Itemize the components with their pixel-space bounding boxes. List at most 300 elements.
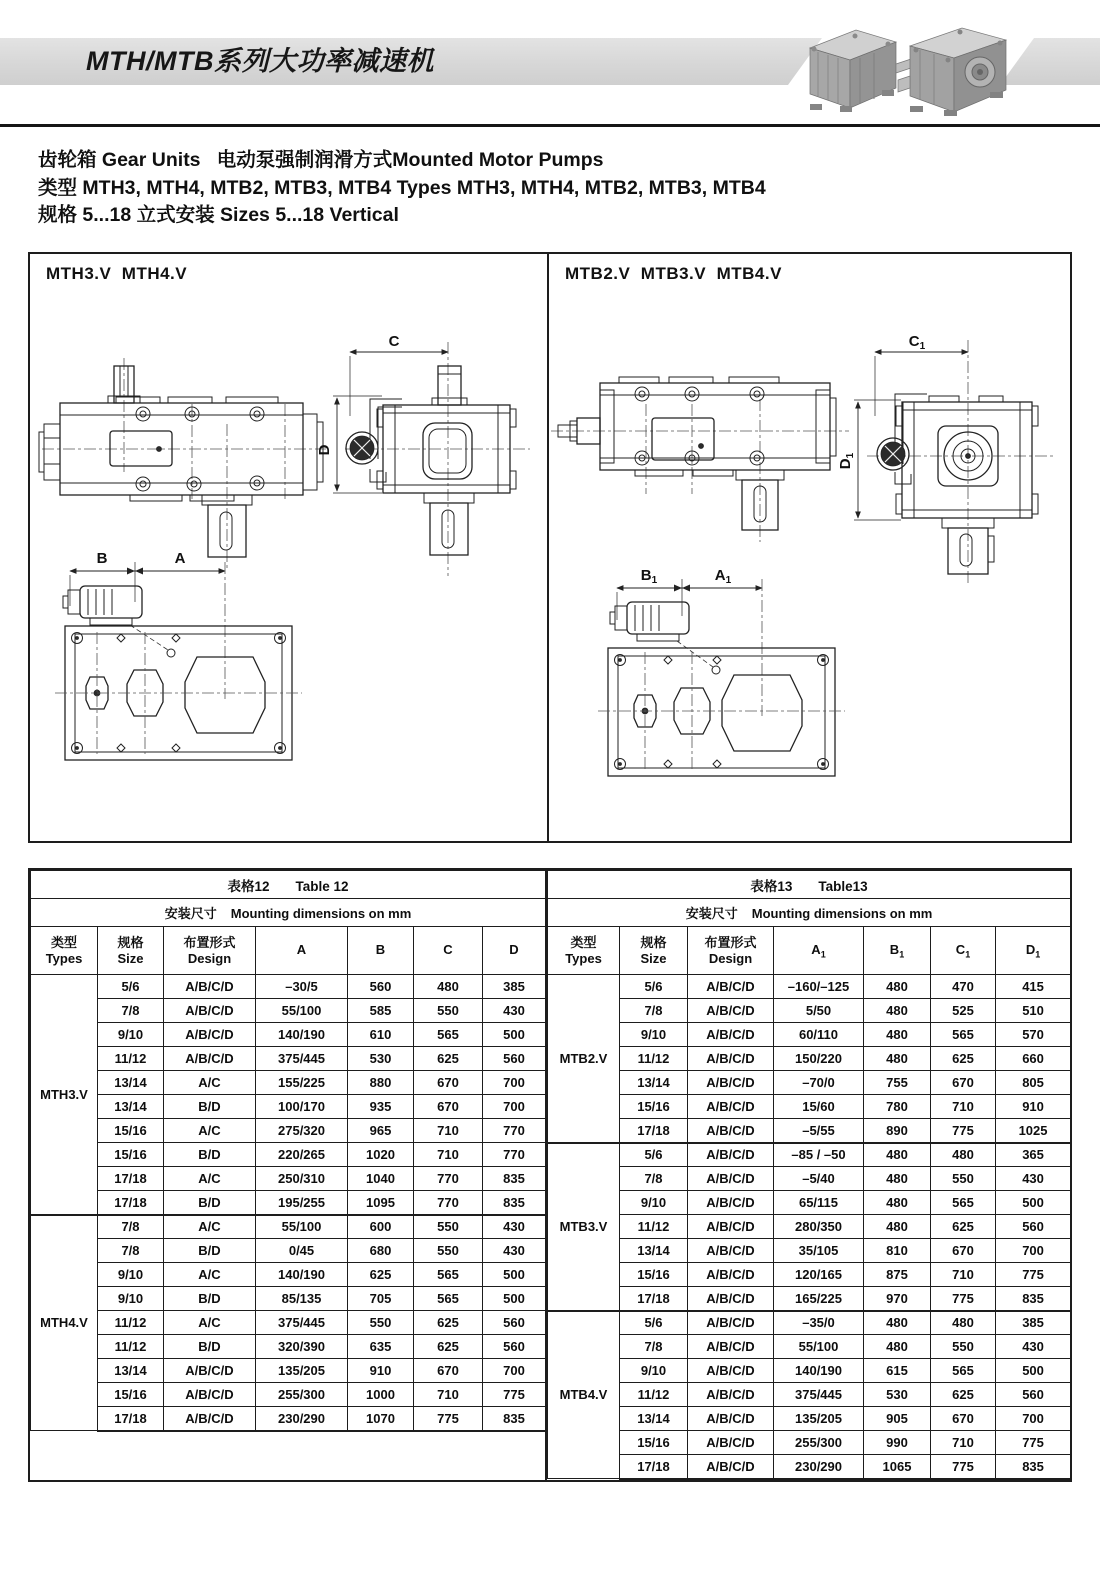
intro-line-types: 类型 MTH3, MTH4, MTB2, MTB3, MTB4 Types MTH3, MTH4, MTB2, MTB3, MTB4 — [38, 176, 766, 199]
value-cell: 625 — [414, 1311, 483, 1335]
value-cell: 11/12 — [620, 1383, 688, 1407]
column-header — [414, 927, 483, 975]
table-row — [548, 1119, 1071, 1143]
value-cell: 780 — [864, 1095, 931, 1119]
value-cell: A/C — [164, 1071, 256, 1095]
column-header — [256, 927, 348, 975]
value-cell: 660 — [996, 1047, 1071, 1071]
value-cell: 965 — [348, 1119, 414, 1143]
value-cell: 700 — [996, 1407, 1071, 1431]
value-cell: 15/16 — [98, 1383, 164, 1407]
value-cell: 550 — [414, 1215, 483, 1239]
column-header-label: D — [1025, 941, 1036, 957]
value-cell: 710 — [931, 1263, 996, 1287]
drawing-label-mtb: MTB2.V MTB3.V MTB4.V — [565, 264, 782, 283]
value-cell: 85/135 — [256, 1287, 348, 1311]
value-cell: A/C — [164, 1215, 256, 1239]
value-cell: –35/0 — [774, 1311, 864, 1335]
value-cell: 60/110 — [774, 1023, 864, 1047]
value-cell: 430 — [996, 1167, 1071, 1191]
value-cell: 7/8 — [620, 1167, 688, 1191]
value-cell: 9/10 — [620, 1359, 688, 1383]
header-divider-rule — [0, 124, 1100, 127]
value-cell: B/D — [164, 1335, 256, 1359]
value-cell: 500 — [483, 1263, 546, 1287]
value-cell: 700 — [483, 1071, 546, 1095]
value-cell: 480 — [864, 1191, 931, 1215]
dim-label-d: D — [316, 444, 333, 456]
table-row — [31, 1167, 546, 1191]
table-row — [31, 1191, 546, 1215]
column-header — [864, 927, 931, 975]
column-header-en: Types — [45, 950, 83, 966]
table-row — [548, 975, 1071, 999]
value-cell: 0/45 — [256, 1239, 348, 1263]
column-header-sub: 1 — [899, 949, 905, 960]
value-cell: 550 — [348, 1311, 414, 1335]
column-header-zh: 类型 — [50, 934, 77, 950]
type-cell: MTB3.V — [548, 1143, 620, 1311]
mth-technical-drawing — [30, 254, 547, 839]
dim-label-b: B — [96, 550, 108, 567]
value-cell: –5/55 — [774, 1119, 864, 1143]
table-13-panel — [545, 870, 1071, 1480]
value-cell: 15/60 — [774, 1095, 864, 1119]
value-cell: 775 — [996, 1431, 1071, 1455]
value-cell: 835 — [483, 1407, 546, 1431]
dim-label-c: C — [388, 333, 400, 350]
value-cell: 1065 — [864, 1455, 931, 1479]
drawing-label-mth: MTH3.V MTH4.V — [46, 264, 188, 283]
value-cell: 585 — [348, 999, 414, 1023]
value-cell: A/B/C/D — [688, 1167, 774, 1191]
table-subtitle — [31, 899, 546, 927]
value-cell: 9/10 — [620, 1023, 688, 1047]
value-cell: 1025 — [996, 1119, 1071, 1143]
value-cell: 775 — [931, 1119, 996, 1143]
value-cell: 5/6 — [98, 975, 164, 999]
value-cell: 1095 — [348, 1191, 414, 1215]
value-cell: A/C — [164, 1119, 256, 1143]
value-cell: 1000 — [348, 1383, 414, 1407]
mtb-motor-pump-top — [610, 602, 720, 674]
value-cell: 7/8 — [98, 1215, 164, 1239]
column-header-label: C — [955, 941, 966, 957]
value-cell: 9/10 — [620, 1191, 688, 1215]
value-cell: 560 — [996, 1383, 1071, 1407]
value-cell: A/B/C/D — [688, 1431, 774, 1455]
value-cell: 7/8 — [98, 999, 164, 1023]
dim-label-c1: $C_1$ — [908, 333, 926, 352]
value-cell: 11/12 — [620, 1215, 688, 1239]
column-header-zh: 类型 — [570, 934, 597, 950]
mth-top-view — [55, 550, 302, 760]
table-row — [548, 1383, 1071, 1407]
value-cell: 710 — [931, 1431, 996, 1455]
value-cell: A/B/C/D — [164, 1407, 256, 1431]
value-cell: 770 — [414, 1191, 483, 1215]
value-cell: A/B/C/D — [688, 1071, 774, 1095]
value-cell: 565 — [414, 1263, 483, 1287]
table-row — [548, 1407, 1071, 1431]
value-cell: 670 — [931, 1239, 996, 1263]
value-cell: 805 — [996, 1071, 1071, 1095]
value-cell: 15/16 — [98, 1143, 164, 1167]
value-cell: A/B/C/D — [164, 1383, 256, 1407]
value-cell: 385 — [996, 1311, 1071, 1335]
value-cell: 15/16 — [98, 1119, 164, 1143]
column-header — [688, 927, 774, 975]
value-cell: 680 — [348, 1239, 414, 1263]
table-row — [31, 1143, 546, 1167]
table-row — [31, 1215, 546, 1239]
table-row — [31, 1239, 546, 1263]
table-row — [548, 1311, 1071, 1335]
value-cell: 17/18 — [98, 1167, 164, 1191]
value-cell: A/B/C/D — [688, 1287, 774, 1311]
value-cell: A/B/C/D — [688, 1407, 774, 1431]
value-cell: 670 — [414, 1071, 483, 1095]
value-cell: A/B/C/D — [164, 1359, 256, 1383]
value-cell: 770 — [414, 1167, 483, 1191]
value-cell: A/B/C/D — [164, 1023, 256, 1047]
value-cell: 710 — [414, 1119, 483, 1143]
value-cell: 550 — [414, 1239, 483, 1263]
value-cell: 150/220 — [774, 1047, 864, 1071]
table-row — [548, 1263, 1071, 1287]
drawing-panel-mtb — [547, 254, 1070, 841]
type-cell: MTH4.V — [31, 1215, 98, 1431]
table-row — [548, 1287, 1071, 1311]
value-cell: A/C — [164, 1311, 256, 1335]
table-title-zh: 表格13 — [750, 878, 793, 894]
value-cell: A/B/C/D — [164, 999, 256, 1023]
value-cell: 13/14 — [620, 1239, 688, 1263]
table-row — [31, 1383, 546, 1407]
value-cell: 480 — [931, 1311, 996, 1335]
value-cell: 17/18 — [620, 1455, 688, 1479]
column-header-label: A — [811, 941, 821, 957]
value-cell: 255/300 — [256, 1383, 348, 1407]
value-cell: 625 — [414, 1047, 483, 1071]
mounting-dimension-tables — [28, 868, 1072, 1482]
value-cell: 140/190 — [256, 1263, 348, 1287]
value-cell: 990 — [864, 1431, 931, 1455]
column-header-sub: 1 — [1035, 949, 1041, 960]
value-cell: 13/14 — [620, 1071, 688, 1095]
value-cell: 565 — [414, 1023, 483, 1047]
value-cell: 500 — [996, 1359, 1071, 1383]
value-cell: A/B/C/D — [688, 1383, 774, 1407]
type-cell: MTB2.V — [548, 975, 620, 1143]
value-cell: 560 — [483, 1047, 546, 1071]
value-cell: A/B/C/D — [688, 1047, 774, 1071]
value-cell: 13/14 — [98, 1071, 164, 1095]
table-row — [548, 1431, 1071, 1455]
value-cell: 430 — [483, 999, 546, 1023]
value-cell: 470 — [931, 975, 996, 999]
value-cell: A/B/C/D — [688, 1143, 774, 1167]
column-header-label: D — [509, 941, 519, 957]
value-cell: 120/165 — [774, 1263, 864, 1287]
value-cell: 910 — [996, 1095, 1071, 1119]
value-cell: 610 — [348, 1023, 414, 1047]
value-cell: A/B/C/D — [688, 1311, 774, 1335]
value-cell: 1040 — [348, 1167, 414, 1191]
value-cell: 770 — [483, 1119, 546, 1143]
value-cell: 13/14 — [98, 1095, 164, 1119]
value-cell: B/D — [164, 1191, 256, 1215]
value-cell: 17/18 — [98, 1191, 164, 1215]
value-cell: B/D — [164, 1287, 256, 1311]
value-cell: A/B/C/D — [688, 1455, 774, 1479]
value-cell: 890 — [864, 1119, 931, 1143]
table-row — [31, 975, 546, 999]
value-cell: 250/310 — [256, 1167, 348, 1191]
value-cell: 480 — [864, 1047, 931, 1071]
value-cell: A/B/C/D — [688, 1095, 774, 1119]
value-cell: 55/100 — [256, 999, 348, 1023]
dim-label-a1: $A_1$ — [714, 567, 732, 586]
value-cell: 480 — [864, 1023, 931, 1047]
type-cell: MTB4.V — [548, 1311, 620, 1479]
value-cell: 625 — [931, 1383, 996, 1407]
value-cell: 5/50 — [774, 999, 864, 1023]
table-title-en: Table13 — [818, 878, 868, 894]
value-cell: A/B/C/D — [688, 975, 774, 999]
table-row — [548, 1335, 1071, 1359]
value-cell: 525 — [931, 999, 996, 1023]
table-title — [548, 871, 1071, 899]
value-cell: 140/190 — [774, 1359, 864, 1383]
value-cell: 480 — [864, 999, 931, 1023]
column-header-en: Design — [187, 950, 232, 966]
table-row — [548, 1071, 1071, 1095]
value-cell: 880 — [348, 1071, 414, 1095]
value-cell: 165/225 — [774, 1287, 864, 1311]
table-row — [31, 1095, 546, 1119]
value-cell: 500 — [996, 1191, 1071, 1215]
table-row — [31, 1071, 546, 1095]
column-header — [164, 927, 256, 975]
value-cell: 135/205 — [774, 1407, 864, 1431]
value-cell: 875 — [864, 1263, 931, 1287]
value-cell: 480 — [864, 1335, 931, 1359]
value-cell: 480 — [864, 1167, 931, 1191]
value-cell: A/B/C/D — [164, 1047, 256, 1071]
intro-text — [38, 147, 766, 230]
dim-label-a: A — [174, 550, 186, 567]
table-subtitle-zh: 安装尺寸 — [685, 906, 738, 921]
value-cell: 11/12 — [98, 1335, 164, 1359]
intro-line-gear-units: 齿轮箱 Gear Units 电动泵强制润滑方式Mounted Motor Pumps — [38, 149, 604, 171]
column-header-zh: 布置形式 — [704, 934, 757, 950]
value-cell: 775 — [996, 1263, 1071, 1287]
value-cell: 565 — [931, 1191, 996, 1215]
value-cell: 480 — [931, 1143, 996, 1167]
value-cell: B/D — [164, 1143, 256, 1167]
value-cell: 55/100 — [256, 1215, 348, 1239]
value-cell: 560 — [483, 1335, 546, 1359]
dim-label-d1: $D_1$ — [837, 452, 856, 470]
mth-side-view — [39, 358, 326, 568]
table-row — [548, 1239, 1071, 1263]
value-cell: 710 — [931, 1095, 996, 1119]
gear-unit-photo-mth — [810, 30, 911, 112]
value-cell: 835 — [483, 1191, 546, 1215]
value-cell: 625 — [348, 1263, 414, 1287]
value-cell: 430 — [483, 1215, 546, 1239]
value-cell: 670 — [414, 1095, 483, 1119]
value-cell: A/B/C/D — [688, 1023, 774, 1047]
value-cell: 1070 — [348, 1407, 414, 1431]
value-cell: 510 — [996, 999, 1071, 1023]
mtb-side-bolts — [635, 387, 764, 465]
value-cell: 65/115 — [774, 1191, 864, 1215]
column-header — [996, 927, 1071, 975]
column-header — [348, 927, 414, 975]
value-cell: A/C — [164, 1167, 256, 1191]
column-header — [931, 927, 996, 975]
value-cell: 480 — [864, 1215, 931, 1239]
value-cell: A/B/C/D — [688, 1215, 774, 1239]
value-cell: A/B/C/D — [688, 1335, 774, 1359]
value-cell: 755 — [864, 1071, 931, 1095]
column-header-zh: 布置形式 — [183, 934, 236, 950]
value-cell: 9/10 — [98, 1023, 164, 1047]
value-cell: 385 — [483, 975, 546, 999]
value-cell: 710 — [414, 1383, 483, 1407]
value-cell: 670 — [414, 1359, 483, 1383]
value-cell: 635 — [348, 1335, 414, 1359]
column-header-en: Size — [640, 950, 667, 966]
value-cell: 615 — [864, 1359, 931, 1383]
column-header-zh: 规格 — [117, 934, 144, 950]
value-cell: 550 — [931, 1335, 996, 1359]
mth-end-view — [316, 333, 530, 576]
value-cell: 13/14 — [620, 1407, 688, 1431]
value-cell: 55/100 — [774, 1335, 864, 1359]
table-row — [31, 1263, 546, 1287]
value-cell: 17/18 — [98, 1407, 164, 1431]
drawing-panel-mth — [30, 254, 547, 841]
value-cell: 100/170 — [256, 1095, 348, 1119]
table-subtitle-zh: 安装尺寸 — [164, 906, 217, 921]
value-cell: 835 — [996, 1287, 1071, 1311]
column-header-zh: 规格 — [640, 934, 667, 950]
value-cell: 775 — [483, 1383, 546, 1407]
column-header-sub: 1 — [820, 949, 826, 960]
value-cell: 550 — [414, 999, 483, 1023]
dim-label-b1: $B_1$ — [640, 567, 658, 586]
value-cell: 275/320 — [256, 1119, 348, 1143]
table-row — [31, 999, 546, 1023]
value-cell: 625 — [931, 1215, 996, 1239]
table-subtitle-en: Mounting dimensions on mm — [230, 906, 412, 921]
value-cell: 480 — [414, 975, 483, 999]
value-cell: 625 — [931, 1047, 996, 1071]
value-cell: 600 — [348, 1215, 414, 1239]
value-cell: 5/6 — [620, 1143, 688, 1167]
drawings-box — [28, 252, 1072, 843]
value-cell: 430 — [483, 1239, 546, 1263]
value-cell: 835 — [483, 1167, 546, 1191]
value-cell: 415 — [996, 975, 1071, 999]
value-cell: 1020 — [348, 1143, 414, 1167]
value-cell: A/B/C/D — [688, 1191, 774, 1215]
value-cell: 565 — [414, 1287, 483, 1311]
column-header — [774, 927, 864, 975]
table-subtitle — [548, 899, 1071, 927]
table-row — [548, 1191, 1071, 1215]
mtb-side-view — [551, 377, 849, 542]
value-cell: 7/8 — [620, 999, 688, 1023]
table-row — [31, 1335, 546, 1359]
value-cell: A/B/C/D — [688, 1359, 774, 1383]
intro-line-sizes: 规格 5...18 立式安装 Sizes 5...18 Vertical — [38, 204, 399, 226]
value-cell: 11/12 — [620, 1047, 688, 1071]
value-cell: 480 — [864, 1143, 931, 1167]
column-header-label: C — [443, 941, 453, 957]
mth-motor-pump-top — [63, 586, 175, 657]
value-cell: 140/190 — [256, 1023, 348, 1047]
value-cell: 9/10 — [98, 1287, 164, 1311]
value-cell: –85 / –50 — [774, 1143, 864, 1167]
value-cell: 17/18 — [620, 1119, 688, 1143]
value-cell: B/D — [164, 1239, 256, 1263]
value-cell: 11/12 — [98, 1047, 164, 1071]
value-cell: 560 — [483, 1311, 546, 1335]
type-cell: MTH3.V — [31, 975, 98, 1215]
value-cell: 935 — [348, 1095, 414, 1119]
table-title — [31, 871, 546, 899]
value-cell: 230/290 — [256, 1407, 348, 1431]
table-row — [31, 1407, 546, 1431]
value-cell: 700 — [483, 1095, 546, 1119]
table-row — [548, 1167, 1071, 1191]
table-title-en: Table 12 — [295, 878, 349, 894]
value-cell: 13/14 — [98, 1359, 164, 1383]
value-cell: 375/445 — [774, 1383, 864, 1407]
table-row — [548, 1095, 1071, 1119]
value-cell: 500 — [483, 1287, 546, 1311]
value-cell: 835 — [996, 1455, 1071, 1479]
value-cell: 35/105 — [774, 1239, 864, 1263]
table-row — [31, 1119, 546, 1143]
table-title-zh: 表格12 — [227, 878, 270, 894]
value-cell: 565 — [931, 1023, 996, 1047]
value-cell: B/D — [164, 1095, 256, 1119]
value-cell: 17/18 — [620, 1287, 688, 1311]
value-cell: 11/12 — [98, 1311, 164, 1335]
value-cell: 810 — [864, 1239, 931, 1263]
header-band-right — [1000, 38, 1100, 85]
value-cell: 905 — [864, 1407, 931, 1431]
value-cell: 230/290 — [774, 1455, 864, 1479]
column-header-sub: 1 — [965, 949, 971, 960]
value-cell: 565 — [931, 1359, 996, 1383]
column-header-en: Size — [117, 950, 144, 966]
table-row — [31, 1359, 546, 1383]
value-cell: 770 — [483, 1143, 546, 1167]
value-cell: 910 — [348, 1359, 414, 1383]
value-cell: 7/8 — [620, 1335, 688, 1359]
mtb-technical-drawing — [549, 254, 1070, 839]
gear-unit-photo-mtb — [898, 28, 1006, 116]
value-cell: 15/16 — [620, 1263, 688, 1287]
value-cell: 775 — [931, 1455, 996, 1479]
value-cell: 775 — [931, 1287, 996, 1311]
